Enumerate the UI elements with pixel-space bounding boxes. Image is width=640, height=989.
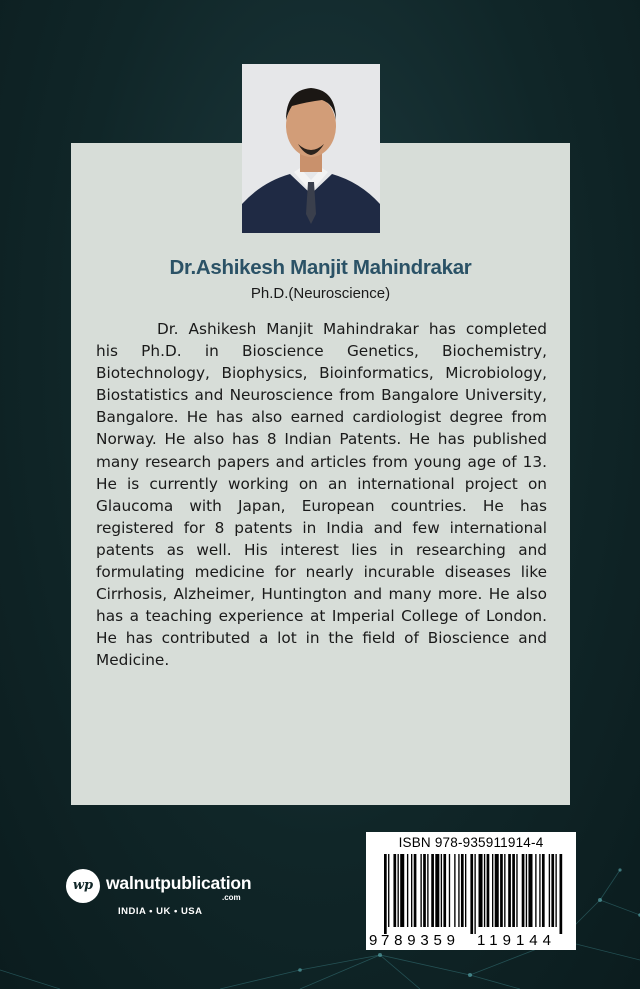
barcode-bar (542, 854, 545, 927)
barcode-bar (512, 854, 515, 927)
barcode-bar (384, 854, 387, 934)
barcode-bar (492, 854, 493, 927)
barcode-bar (449, 854, 450, 927)
barcode-bar (500, 854, 503, 927)
barcode-bar (551, 854, 554, 927)
barcode-bar (435, 854, 439, 927)
barcode-bar (495, 854, 499, 927)
isbn-label: ISBN 978-935911914-4 (398, 835, 544, 850)
barcode-bar (465, 854, 466, 927)
author-degree: Ph.D.(Neuroscience) (250, 285, 391, 302)
isbn-barcode (366, 832, 576, 950)
barcode-bar (555, 854, 556, 927)
barcode-bar (393, 854, 396, 927)
publisher-regions: INDIA • UK • USA (118, 906, 203, 917)
barcode-bar (427, 854, 428, 927)
barcode-graphic (366, 832, 576, 950)
barcode-bar (461, 854, 464, 927)
barcode-bar (504, 854, 505, 927)
barcode-bar (528, 854, 532, 927)
barcode-bar (443, 854, 446, 927)
barcode-bar (474, 854, 475, 934)
barcode-bar (423, 854, 426, 927)
publisher-mark-icon: wp (66, 869, 100, 903)
publisher-name: walnutpublication (106, 873, 252, 893)
barcode-bar (420, 854, 421, 927)
barcode-bar (484, 854, 485, 927)
author-biography: Dr. Ashikesh Manjit Mahindrakar has completed his Ph.D. in Bioscience Genetics, Biochemistry, Biotechnology, Biophysics, Bioinformatics, Microbiology, Biostatistics and Neuroscience from Bangalore University, Bangalore. He has also earned cardiologist degree from Norway. He also has 8 Indian Patents. He has published many research papers and articles from young age of 13. He is currently working on an international project on Glaucoma with Japan, European countries. He has registered for 8 patents in India and few international patents as well. His interest lies in researching and formulating medicine for nearly incurable diseases like Cirrhosis, Alzheimer, Huntington and many more. He also has a teaching experience at Imperial College of London. He has contributed a lot in the field of Bioscience and Medicine. (96, 320, 547, 670)
barcode-digit-prefix: 9 (369, 932, 378, 949)
barcode-bar (526, 854, 527, 927)
barcode-bar (479, 854, 483, 927)
author-name: Dr.Ashikesh Manjit Mahindrakar (169, 256, 472, 279)
barcode-bar (454, 854, 455, 927)
author-photo (242, 64, 380, 233)
barcode-bar (398, 854, 399, 927)
publisher-logo (66, 869, 286, 919)
barcode-bar (522, 854, 525, 927)
barcode-bar (388, 854, 389, 927)
barcode-digits-left: 789359 (381, 932, 455, 949)
barcode-bar (470, 854, 473, 934)
barcode-bar (441, 854, 442, 927)
barcode-bar (431, 854, 434, 927)
barcode-bar (535, 854, 536, 927)
barcode-bar (407, 854, 408, 927)
barcode-bar (516, 854, 517, 927)
barcode-bar (560, 854, 563, 934)
barcode-bar (414, 854, 417, 927)
barcode-bar (549, 854, 550, 927)
barcode-bar (411, 854, 412, 927)
barcode-bar (487, 854, 490, 927)
barcode-bar (508, 854, 511, 927)
barcode-bar (458, 854, 459, 927)
barcode-bar (539, 854, 540, 927)
barcode-bar (400, 854, 404, 927)
barcode-digits-right: 119144 (477, 932, 551, 949)
publisher-domain-suffix: .com (222, 893, 241, 902)
